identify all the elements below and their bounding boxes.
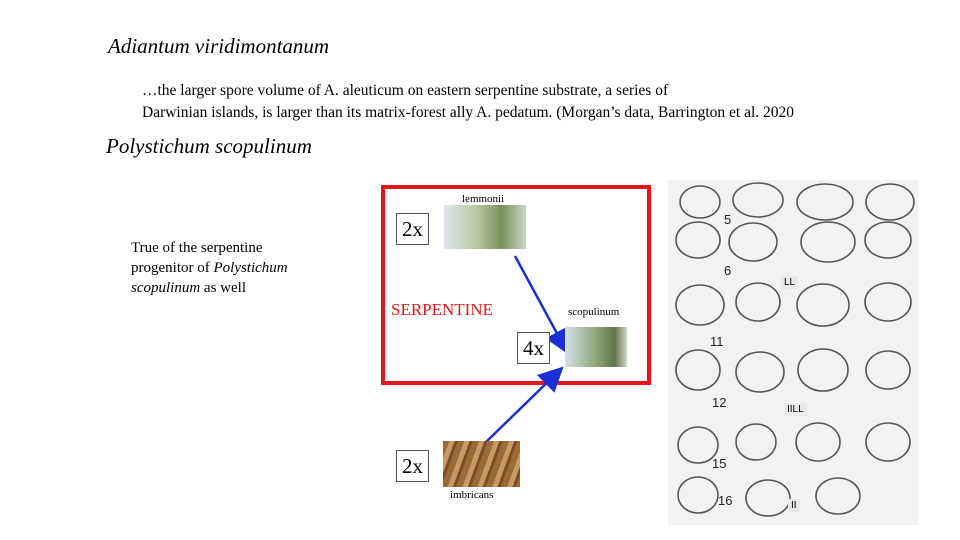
note-line-1: True of the serpentine <box>131 240 263 256</box>
lemmonii-photo <box>444 205 526 249</box>
imbricans-ploidy: 2x <box>396 450 429 482</box>
body-line-1: …the larger spore volume of A. aleuticum on eastern serpentine substrate, a series of <box>142 82 669 99</box>
spore-row-number: 15 <box>712 456 727 471</box>
spore-label: IILL <box>784 403 807 416</box>
scopulinum-label: scopulinum <box>568 306 620 318</box>
body-line-2: Darwinian islands, is larger than its matrix-forest ally A. pedatum. (Morgan’s data, Barrington et al. 2020 <box>142 104 795 121</box>
lemmonii-label: lemmonii <box>462 193 505 205</box>
imbricans-label: imbricans <box>450 489 494 501</box>
spore-row-number: 11 <box>710 334 724 349</box>
scopulinum-photo <box>565 327 627 367</box>
note-line-3-italic: scopulinum <box>131 280 201 296</box>
spore-drawings <box>668 180 918 525</box>
spore-row-number: 16 <box>718 493 733 508</box>
spore-row-number: 6 <box>724 263 732 278</box>
spore-label: II <box>788 499 800 512</box>
serpentine-label: SERPENTINE <box>391 300 493 319</box>
scopulinum-ploidy: 4x <box>517 332 550 364</box>
note-line-3-suffix: as well <box>200 280 246 296</box>
note-line-2-prefix: progenitor of <box>131 260 214 276</box>
spore-figure <box>668 180 918 525</box>
spore-label: LL <box>781 276 798 289</box>
lemmonii-ploidy: 2x <box>396 213 429 245</box>
page-title: Adiantum viridimontanum <box>108 34 330 58</box>
spore-row-number: 12 <box>712 395 727 410</box>
arrow-imbricans-to-scopulinum <box>486 370 560 442</box>
spore-row-number: 5 <box>724 212 732 227</box>
imbricans-photo <box>443 441 520 487</box>
note-line-2-italic: Polystichum <box>213 260 288 276</box>
section-title: Polystichum scopulinum <box>106 134 312 158</box>
